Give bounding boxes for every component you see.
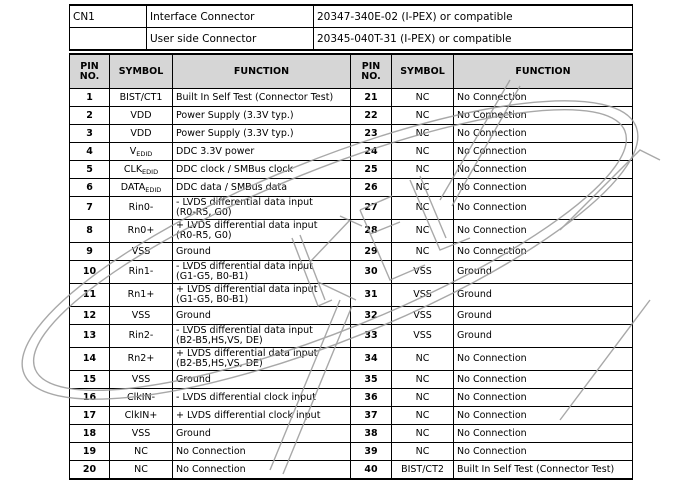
- pin-row: [70, 371, 633, 389]
- pin-symbol: [110, 461, 173, 480]
- function-line-2: (R0-R5, G0): [176, 207, 232, 218]
- pin-number: 16: [70, 389, 110, 407]
- header-function-left: FUNCTION: [173, 54, 351, 89]
- symbol-text: VSS: [131, 245, 151, 257]
- pin-number: 20: [70, 461, 110, 480]
- pin-number: 31: [351, 284, 392, 307]
- pin-symbol: [110, 325, 173, 348]
- pin-number: 38: [351, 425, 392, 443]
- pin-symbol: NC: [392, 107, 454, 125]
- connector-row: [70, 5, 633, 28]
- header-row: [70, 54, 633, 89]
- pin-symbol: NC: [392, 125, 454, 143]
- pin-function: Ground: [454, 261, 633, 284]
- pin-function: No Connection: [454, 407, 633, 425]
- pin-function: No Connection: [454, 243, 633, 261]
- pin-function: No Connection: [454, 389, 633, 407]
- symbol-text: Rn0+: [127, 225, 155, 236]
- pin-number: 3: [70, 125, 110, 143]
- pin-symbol: NC: [392, 348, 454, 371]
- pin-row: [70, 161, 633, 179]
- function-line-2: (R0-R5, G0): [176, 230, 232, 241]
- pin-row: [70, 325, 633, 348]
- function-line: Ground: [176, 373, 211, 385]
- pin-number: 39: [351, 443, 392, 461]
- pin-function: Ground: [454, 307, 633, 325]
- pin-function: [173, 179, 351, 197]
- pin-function: [173, 425, 351, 443]
- pin-row: [70, 307, 633, 325]
- pin-symbol: [110, 307, 173, 325]
- pin-function: No Connection: [454, 125, 633, 143]
- header-pin-left: PIN NO.: [70, 54, 110, 89]
- pin-symbol: [110, 348, 173, 371]
- pin-symbol: [110, 161, 173, 179]
- function-line: + LVDS differential data input: [176, 220, 318, 231]
- function-line-2: (G1-G5, B0-B1): [176, 294, 249, 305]
- symbol-text: NC: [134, 463, 148, 475]
- pin-number: 10: [70, 261, 110, 284]
- pin-number: 17: [70, 407, 110, 425]
- symbol-text: Rin2-: [128, 330, 154, 341]
- symbol-text: Rn1+: [127, 289, 155, 300]
- header-function-right: FUNCTION: [454, 54, 633, 89]
- function-line: - LVDS differential data input: [176, 261, 313, 272]
- pin-function: [173, 107, 351, 125]
- pin-symbol: [110, 443, 173, 461]
- pin-symbol: NC: [392, 425, 454, 443]
- pin-number: 13: [70, 325, 110, 348]
- pin-symbol: NC: [392, 389, 454, 407]
- pin-number: 12: [70, 307, 110, 325]
- pin-symbol: NC: [392, 407, 454, 425]
- function-line: DDC data / SMBus data: [176, 181, 288, 193]
- symbol-subscript: EDID: [136, 149, 153, 158]
- symbol-text: NC: [134, 445, 148, 457]
- connector-part: 20345-040T-31 (I-PEX) or compatible: [314, 28, 633, 51]
- symbol-text: Rin0-: [128, 202, 154, 213]
- header-pin-right: PIN NO.: [351, 54, 392, 89]
- pin-function: No Connection: [454, 161, 633, 179]
- pin-row: [70, 348, 633, 371]
- pin-row: [70, 443, 633, 461]
- function-line: No Connection: [176, 445, 246, 457]
- pin-function: [173, 461, 351, 480]
- pin-symbol: NC: [392, 179, 454, 197]
- pin-row: [70, 179, 633, 197]
- symbol-text: Rn2+: [127, 353, 155, 364]
- symbol-text: DATA: [120, 181, 146, 193]
- pin-number: 30: [351, 261, 392, 284]
- pin-number: 34: [351, 348, 392, 371]
- function-line: + LVDS differential clock input: [176, 409, 321, 421]
- function-line: Power Supply (3.3V typ.): [176, 109, 294, 121]
- symbol-subscript: EDID: [145, 185, 162, 194]
- pin-function: [173, 348, 351, 371]
- pin-table-body: [70, 89, 633, 480]
- pin-symbol: [110, 107, 173, 125]
- pin-function: [173, 389, 351, 407]
- pin-row: [70, 220, 633, 243]
- pin-function: [173, 261, 351, 284]
- pin-number: 4: [70, 143, 110, 161]
- symbol-text: V: [129, 145, 137, 157]
- pin-function: No Connection: [454, 197, 633, 220]
- pin-symbol: [110, 284, 173, 307]
- function-line: Ground: [176, 245, 211, 257]
- function-line-2: (B2-B5,HS,VS, DE): [176, 335, 263, 346]
- pin-number: 36: [351, 389, 392, 407]
- pin-function: [173, 89, 351, 107]
- pin-assignment-table: [69, 53, 633, 480]
- pin-function: Built In Self Test (Connector Test): [454, 461, 633, 480]
- pin-symbol: NC: [392, 89, 454, 107]
- pin-symbol: NC: [392, 143, 454, 161]
- pin-symbol: VSS: [392, 307, 454, 325]
- function-line-2: (B2-B5,HS,VS, DE): [176, 358, 263, 369]
- pin-symbol: [110, 143, 173, 161]
- function-line: - LVDS differential data input: [176, 197, 313, 208]
- pin-number: 29: [351, 243, 392, 261]
- pin-function: No Connection: [454, 179, 633, 197]
- pin-number: 22: [351, 107, 392, 125]
- pin-number: 24: [351, 143, 392, 161]
- pin-symbol: [110, 220, 173, 243]
- pin-symbol: [110, 261, 173, 284]
- function-line: No Connection: [176, 463, 246, 475]
- pin-symbol: [110, 407, 173, 425]
- function-line: + LVDS differential data input: [176, 284, 318, 295]
- pin-function: [173, 197, 351, 220]
- pin-function: No Connection: [454, 425, 633, 443]
- pin-function: No Connection: [454, 143, 633, 161]
- pin-number: 21: [351, 89, 392, 107]
- pin-function: [173, 443, 351, 461]
- pin-symbol: [110, 371, 173, 389]
- pin-number: 9: [70, 243, 110, 261]
- pin-number: 19: [70, 443, 110, 461]
- function-line: - LVDS differential clock input: [176, 391, 316, 403]
- pin-row: [70, 461, 633, 480]
- pin-function: [173, 220, 351, 243]
- connector-desc: Interface Connector: [147, 5, 314, 28]
- symbol-text: Rin1-: [128, 266, 154, 277]
- pin-number: 25: [351, 161, 392, 179]
- pin-row: [70, 197, 633, 220]
- pin-function: [173, 325, 351, 348]
- pin-symbol: [110, 425, 173, 443]
- pin-symbol: NC: [392, 161, 454, 179]
- symbol-text: BIST/CT1: [119, 91, 163, 103]
- pin-function: [173, 243, 351, 261]
- pin-number: 23: [351, 125, 392, 143]
- pin-number: 18: [70, 425, 110, 443]
- pin-symbol: NC: [392, 197, 454, 220]
- function-line: Built In Self Test (Connector Test): [176, 91, 334, 103]
- symbol-text: CLK: [123, 163, 143, 175]
- pin-number: 8: [70, 220, 110, 243]
- pin-function: [173, 407, 351, 425]
- pin-symbol: [110, 89, 173, 107]
- pin-function: No Connection: [454, 443, 633, 461]
- pin-number: 26: [351, 179, 392, 197]
- symbol-text: VDD: [130, 109, 152, 121]
- pin-number: 40: [351, 461, 392, 480]
- pin-symbol: BIST/CT2: [392, 461, 454, 480]
- function-line: + LVDS differential data input: [176, 348, 318, 359]
- function-line-2: (G1-G5, B0-B1): [176, 271, 249, 282]
- pin-function: [173, 161, 351, 179]
- pin-function: No Connection: [454, 107, 633, 125]
- symbol-text: VSS: [131, 373, 151, 385]
- pin-symbol: NC: [392, 220, 454, 243]
- pin-row: [70, 107, 633, 125]
- connector-table: [69, 4, 633, 51]
- function-line: Ground: [176, 427, 211, 439]
- pin-number: 2: [70, 107, 110, 125]
- connector-label: [70, 28, 147, 51]
- symbol-text: ClkIN+: [124, 409, 158, 421]
- pin-symbol: [110, 243, 173, 261]
- pin-symbol: [110, 125, 173, 143]
- pin-function: [173, 371, 351, 389]
- pin-row: [70, 407, 633, 425]
- pin-function: [173, 284, 351, 307]
- pin-number: 5: [70, 161, 110, 179]
- pin-symbol: [110, 179, 173, 197]
- pin-function: No Connection: [454, 89, 633, 107]
- pin-row: [70, 261, 633, 284]
- pin-number: 33: [351, 325, 392, 348]
- pin-function: [173, 143, 351, 161]
- symbol-text: VDD: [130, 127, 152, 139]
- pin-number: 7: [70, 197, 110, 220]
- pin-number: 35: [351, 371, 392, 389]
- symbol-text: VSS: [131, 309, 151, 321]
- pin-row: [70, 125, 633, 143]
- function-line: - LVDS differential data input: [176, 325, 313, 336]
- pin-number: 15: [70, 371, 110, 389]
- pin-row: [70, 89, 633, 107]
- pin-number: 6: [70, 179, 110, 197]
- pin-function: [173, 125, 351, 143]
- pin-symbol: NC: [392, 243, 454, 261]
- pin-function: No Connection: [454, 220, 633, 243]
- pin-symbol: NC: [392, 371, 454, 389]
- function-line: Ground: [176, 309, 211, 321]
- pin-number: 14: [70, 348, 110, 371]
- pin-row: [70, 143, 633, 161]
- pin-symbol: VSS: [392, 261, 454, 284]
- pin-row: [70, 425, 633, 443]
- symbol-text: ClkIN-: [126, 391, 156, 403]
- pin-function: Ground: [454, 284, 633, 307]
- function-line: DDC 3.3V power: [176, 145, 255, 157]
- pin-symbol: [110, 197, 173, 220]
- pin-function: Ground: [454, 325, 633, 348]
- pin-number: 11: [70, 284, 110, 307]
- pin-number: 37: [351, 407, 392, 425]
- pin-symbol: VSS: [392, 325, 454, 348]
- pin-symbol: NC: [392, 443, 454, 461]
- pin-function: [173, 307, 351, 325]
- pin-function: No Connection: [454, 371, 633, 389]
- pin-number: 1: [70, 89, 110, 107]
- connector-part: 20347-340E-02 (I-PEX) or compatible: [314, 5, 633, 28]
- pin-row: [70, 284, 633, 307]
- symbol-text: VSS: [131, 427, 151, 439]
- connector-label: CN1: [70, 5, 147, 28]
- function-line: DDC clock / SMBus clock: [176, 163, 294, 175]
- connector-desc: User side Connector: [147, 28, 314, 51]
- pin-symbol: [110, 389, 173, 407]
- header-symbol-right: SYMBOL: [392, 54, 454, 89]
- function-line: Power Supply (3.3V typ.): [176, 127, 294, 139]
- pin-number: 32: [351, 307, 392, 325]
- pin-row: [70, 243, 633, 261]
- pin-number: 27: [351, 197, 392, 220]
- pin-symbol: VSS: [392, 284, 454, 307]
- header-symbol-left: SYMBOL: [110, 54, 173, 89]
- connector-row: [70, 28, 633, 51]
- pin-row: [70, 389, 633, 407]
- symbol-subscript: EDID: [142, 167, 159, 176]
- pin-number: 28: [351, 220, 392, 243]
- pin-function: No Connection: [454, 348, 633, 371]
